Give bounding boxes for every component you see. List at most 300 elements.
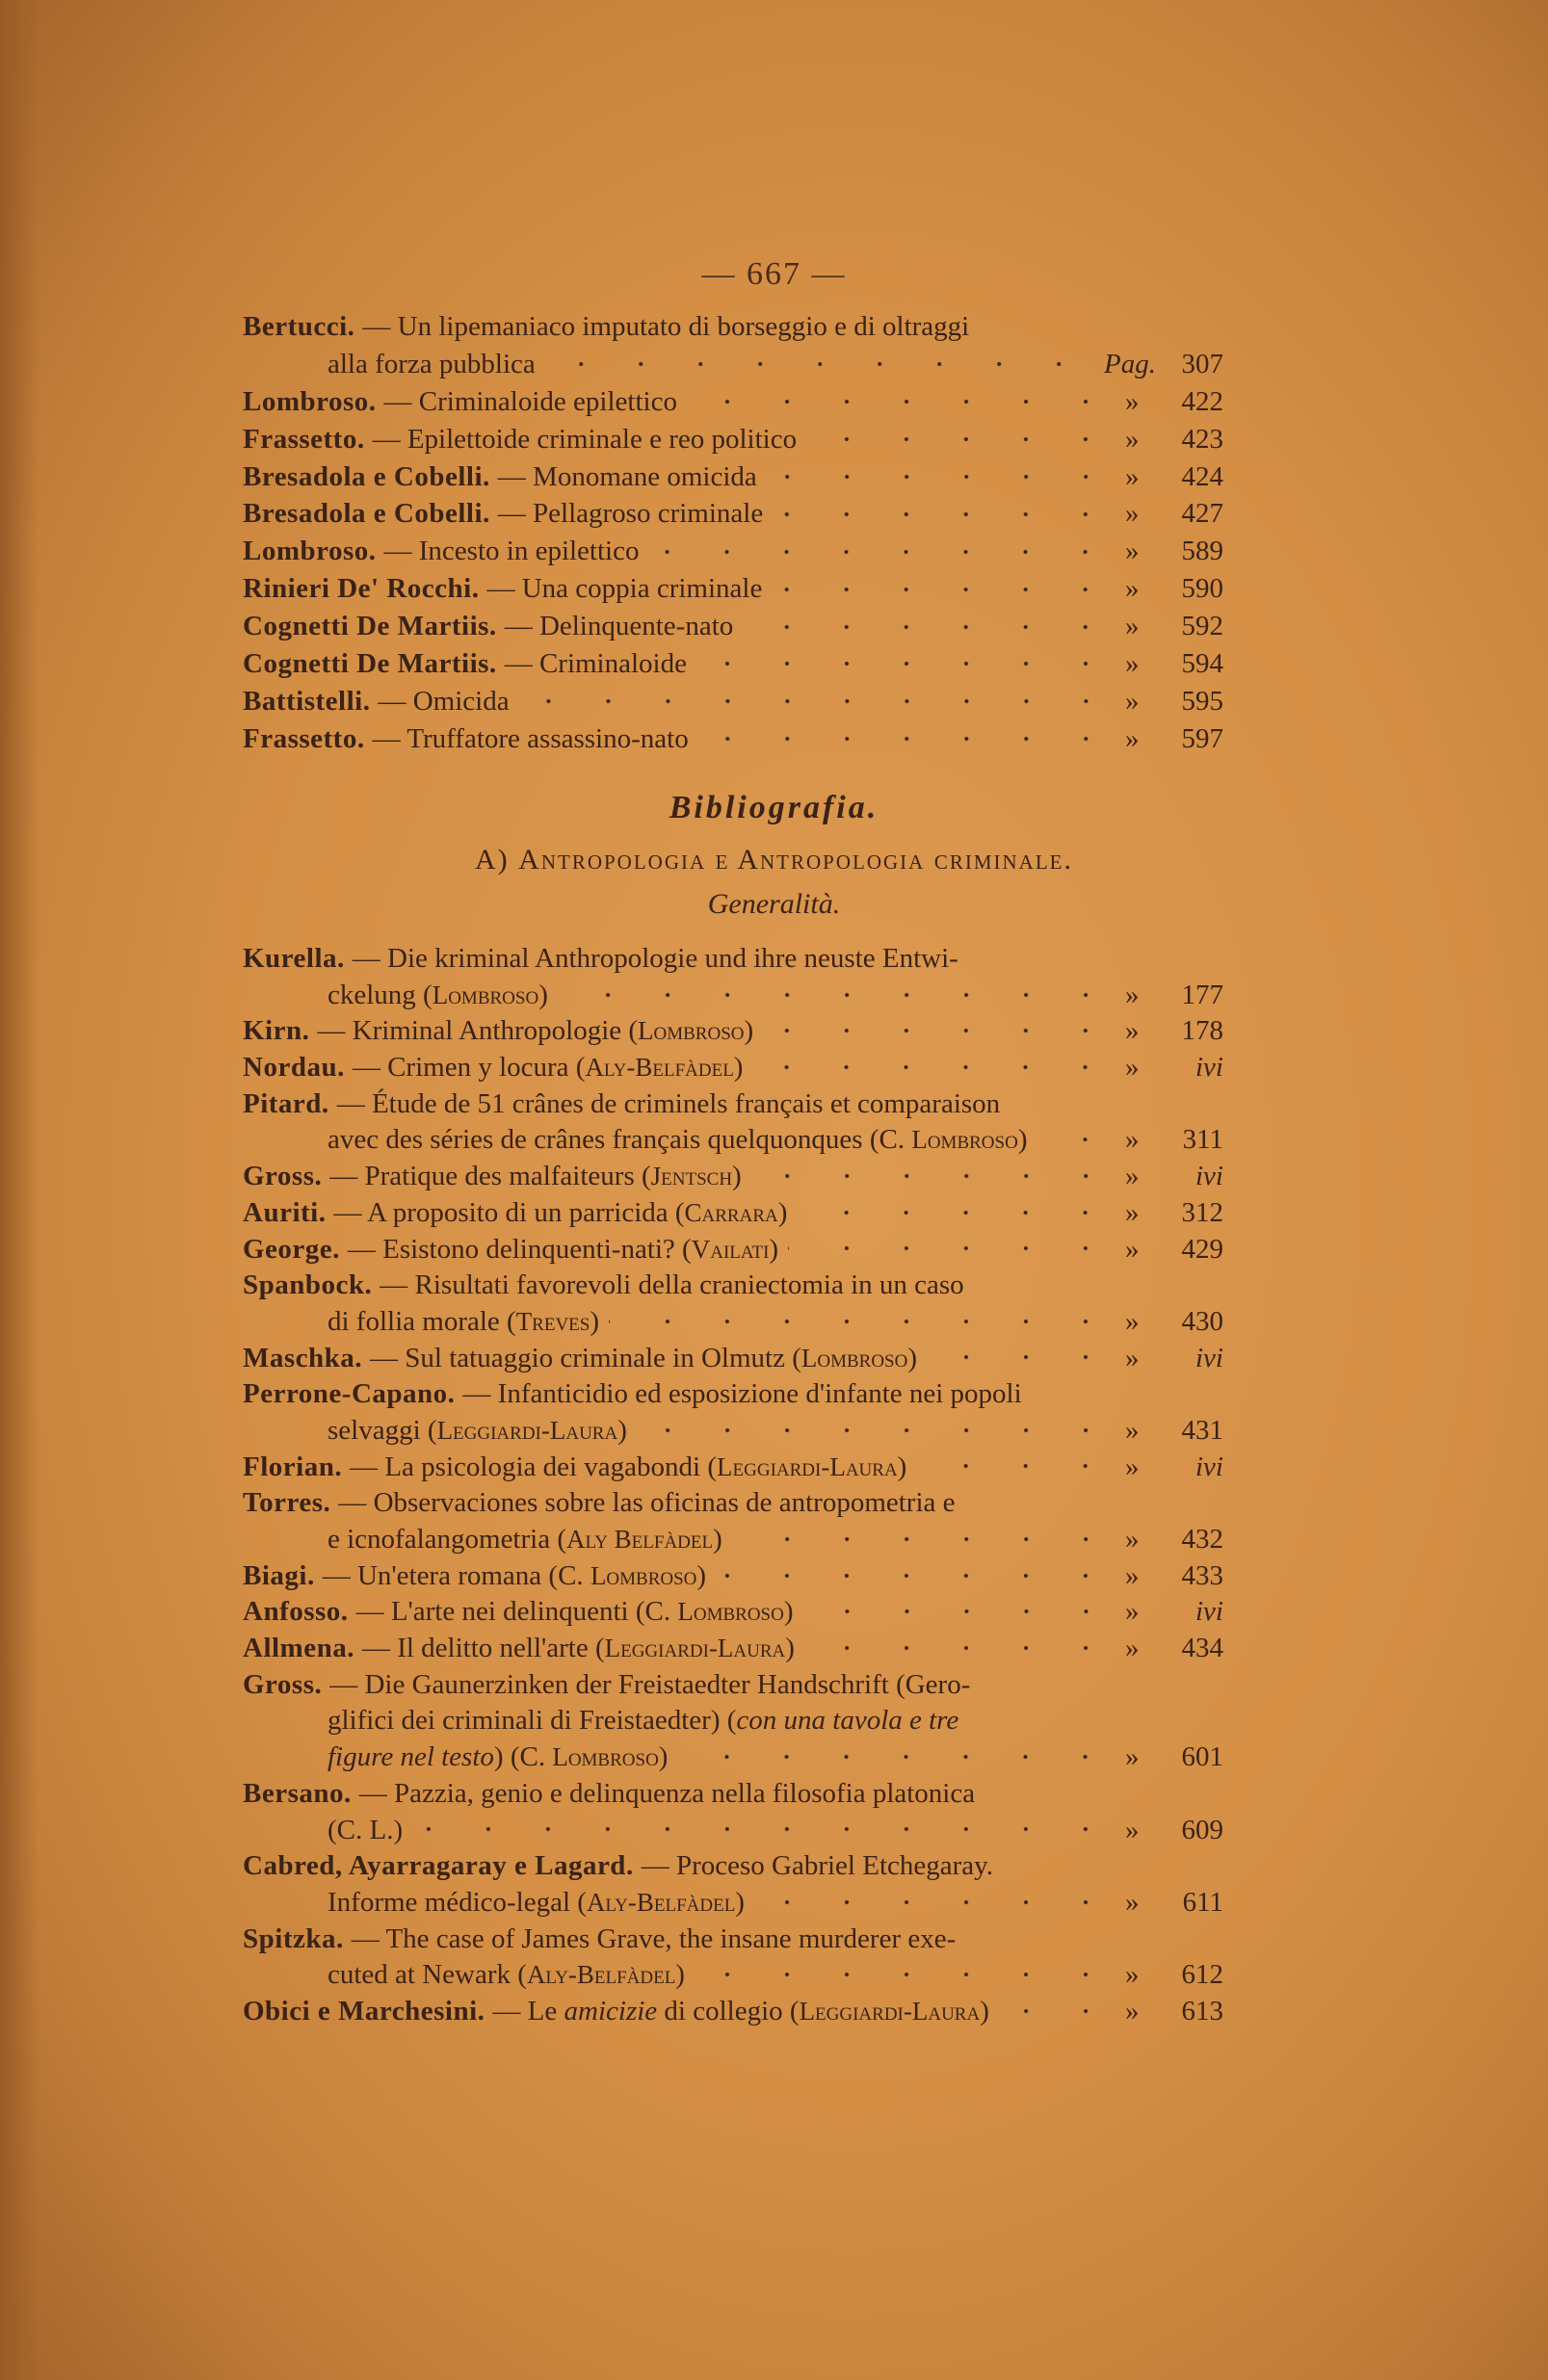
- entry-author: Anfosso.: [243, 1596, 349, 1628]
- text-segment: — Sul tatuaggio criminale in Olmutz (: [370, 1342, 801, 1373]
- entry-author: Lombroso.: [243, 536, 377, 567]
- italic-segment: amicizie: [564, 1995, 658, 2027]
- page-reference: 590: [1181, 573, 1223, 605]
- dot-leader: [412, 1819, 1115, 1839]
- page-reference: 432: [1181, 1524, 1223, 1555]
- text-segment: ): [980, 1995, 989, 2027]
- page-marker: »: [1125, 1124, 1140, 1156]
- page-reference: 424: [1181, 460, 1223, 492]
- entry-text: [353, 1049, 744, 1085]
- dot-leader: [558, 985, 1115, 1005]
- page-reference: 427: [1181, 498, 1223, 530]
- entry-line: [243, 1847, 1223, 1884]
- entry-text: [356, 1593, 794, 1630]
- text-segment: ckelung (: [328, 979, 433, 1010]
- text-segment: ): [1017, 1124, 1028, 1156]
- entry-line: [243, 608, 1223, 645]
- page-marker: »: [1125, 536, 1140, 567]
- text-segment: — Pratique des malfaiteurs (: [329, 1161, 651, 1192]
- dot-leader: [677, 1747, 1115, 1766]
- page-reference: 595: [1181, 685, 1223, 717]
- entry-text: [323, 1557, 706, 1594]
- dot-leader: [609, 1312, 1115, 1331]
- entry-author: Biagi.: [243, 1559, 315, 1591]
- entry-line: [243, 1702, 1223, 1739]
- text-segment: — A proposito di un parricida (: [333, 1196, 685, 1228]
- page-marker: »: [1125, 1633, 1140, 1664]
- entry-author: Bresadola e Cobelli.: [243, 460, 490, 492]
- text-segment: ): [769, 1233, 779, 1265]
- text-segment: avec des séries de crânes français quelquonques (C.: [328, 1124, 912, 1156]
- page-reference: 307: [1181, 348, 1223, 379]
- dot-leader: [695, 1965, 1115, 1984]
- entry-author: Bresadola e Cobelli.: [243, 498, 490, 530]
- dot-leader: [754, 1893, 1115, 1912]
- dot-leader: [1036, 1130, 1115, 1149]
- dot-leader: [698, 729, 1115, 748]
- text-segment: ): [713, 1524, 722, 1555]
- dot-leader: [763, 1021, 1115, 1040]
- page-marker: »: [1125, 1524, 1140, 1555]
- entry-text: [328, 1412, 627, 1449]
- text-segment: ): [538, 979, 548, 1010]
- dot-leader: [803, 1602, 1115, 1621]
- entry-author: Torres.: [243, 1487, 331, 1519]
- text-segment: — Criminaloide: [504, 648, 687, 680]
- entry-line: [243, 1412, 1223, 1449]
- reviewer-name: Aly-Belfàdel: [586, 1887, 736, 1917]
- entry-text: [338, 1484, 955, 1521]
- text-segment: — Proceso Gabriel Etchegaray.: [641, 1850, 994, 1882]
- text-segment: ): [733, 1052, 744, 1084]
- text-segment: e icnofalangometria (: [328, 1524, 566, 1555]
- page-reference: 311: [1182, 1124, 1223, 1156]
- text-segment: — Infanticidio ed esposizione d'infante nei popoli: [462, 1378, 1022, 1410]
- page-reference: ivi: [1195, 1052, 1223, 1084]
- entry-line: [243, 1012, 1223, 1049]
- entry-author: Obici e Marchesini.: [243, 1995, 485, 2027]
- entry-line: [243, 1993, 1223, 2029]
- entry-author: Cognetti De Martiis.: [243, 648, 497, 680]
- text-segment: — La psicologia dei vagabondi (: [350, 1451, 718, 1482]
- entry-author: Frassetto.: [243, 423, 365, 455]
- text-segment: — Risultati favorevoli della craniectomia in un caso: [380, 1269, 964, 1301]
- text-segment: ): [732, 1161, 742, 1192]
- dot-leader: [797, 1203, 1115, 1222]
- text-segment: di follia morale (: [328, 1305, 516, 1337]
- entry-text: [329, 1666, 970, 1703]
- entry-text: [505, 645, 687, 682]
- italic-segment: figure nel testo: [328, 1741, 494, 1773]
- entry-text: [353, 940, 958, 977]
- entry-text: [505, 608, 734, 644]
- text-segment: ): [783, 1596, 794, 1628]
- text-segment: ): [617, 1414, 627, 1446]
- page-marker: »: [1125, 423, 1140, 455]
- page-reference: 592: [1181, 611, 1223, 642]
- section-title: Antropologia e Antropologia criminale.: [518, 844, 1073, 876]
- text-segment: ): [696, 1559, 707, 1591]
- entry-line: [243, 683, 1223, 720]
- entry-line: [243, 458, 1223, 496]
- entry-line: [243, 1085, 1223, 1122]
- page-marker: »: [1125, 1814, 1140, 1845]
- entry-text: [337, 1085, 1000, 1122]
- entry-text: [492, 1993, 988, 2029]
- entry-text: [378, 683, 509, 719]
- page-reference: ivi: [1195, 1342, 1223, 1373]
- reviewer-name: Vailati: [691, 1234, 770, 1264]
- entry-author: Rinieri De' Rocchi.: [243, 573, 480, 605]
- page-marker: »: [1125, 722, 1140, 754]
- page-marker: »: [1125, 385, 1140, 417]
- page-reference: 611: [1182, 1886, 1223, 1918]
- page-reference: ivi: [1195, 1596, 1223, 1628]
- entry-text: [486, 570, 762, 607]
- reviewer-name: Lombroso: [911, 1125, 1018, 1155]
- entry-line: [243, 346, 1223, 383]
- dot-leader: [767, 467, 1115, 486]
- entry-text: [642, 1847, 993, 1884]
- case-list: [243, 308, 1223, 758]
- page-reference: 430: [1181, 1305, 1223, 1337]
- entry-line: [243, 421, 1223, 458]
- text-segment: — Die Gaunerzinken der Freistaedter Handschrift (Gero-: [329, 1668, 971, 1700]
- reviewer-name: Treves: [515, 1306, 590, 1336]
- dot-leader: [772, 580, 1115, 599]
- page-reference: 609: [1181, 1814, 1223, 1845]
- entry-line: [243, 1630, 1223, 1666]
- dot-leader: [788, 1239, 1115, 1258]
- entry-line: [243, 720, 1223, 758]
- entry-text: [328, 1121, 1027, 1158]
- entry-line: [243, 645, 1223, 683]
- page-reference: 589: [1181, 536, 1223, 567]
- entry-text: [498, 495, 763, 532]
- text-segment: ): [777, 1196, 788, 1228]
- entry-line: [243, 1775, 1223, 1812]
- dot-leader: [804, 1638, 1115, 1658]
- entry-line: [243, 1666, 1223, 1703]
- entry-text: [328, 1884, 745, 1921]
- reviewer-name: Leggiardi-Laura: [436, 1415, 618, 1445]
- text-segment: — The case of James Grave, the insane murderer exe-: [351, 1922, 957, 1954]
- page-marker: »: [1125, 1196, 1140, 1228]
- dot-leader: [927, 1347, 1115, 1367]
- text-segment: — Monomane omicida: [497, 460, 757, 492]
- entry-line: [243, 1739, 1223, 1775]
- text-segment: ): [590, 1305, 600, 1337]
- entry-author: Cabred, Ayarragaray e Lagard.: [243, 1850, 634, 1882]
- entry-line: [243, 940, 1223, 977]
- text-segment: (C. L.): [328, 1814, 404, 1845]
- page-marker: »: [1125, 1342, 1140, 1373]
- entry-text: [328, 1303, 599, 1340]
- reviewer-name: Jentsch: [650, 1162, 733, 1191]
- entry-author: Allmena.: [243, 1633, 354, 1664]
- entry-text: [380, 1267, 963, 1303]
- entry-line: [243, 533, 1223, 570]
- dot-leader: [751, 1166, 1115, 1186]
- entry-text: [328, 1956, 685, 1993]
- text-segment: — Pazzia, genio e delinquenza nella filosofia platonica: [358, 1777, 976, 1809]
- text-segment: — Un lipemaniaco imputato di borseggio e di oltraggi: [362, 311, 970, 342]
- text-segment: ): [735, 1886, 745, 1918]
- entry-line: [243, 977, 1223, 1013]
- text-segment: — Incesto in epilettico: [383, 536, 640, 567]
- page-reference: 613: [1181, 1995, 1223, 2027]
- entry-text: [328, 1812, 403, 1848]
- text-segment: ) (C.: [493, 1741, 553, 1773]
- text-segment: ): [675, 1959, 685, 1991]
- page-marker: »: [1125, 685, 1140, 717]
- reviewer-name: Aly Belfàdel: [566, 1525, 714, 1554]
- entry-text: [333, 1194, 787, 1231]
- text-segment: ): [785, 1633, 795, 1664]
- text-segment: cuted at Newark (: [328, 1959, 527, 1991]
- text-segment: — Un'etera romana (C.: [322, 1559, 590, 1591]
- entry-line: [243, 1267, 1223, 1303]
- entry-line: [243, 1557, 1223, 1594]
- entry-line: [243, 1303, 1223, 1340]
- entry-author: Frassetto.: [243, 722, 365, 754]
- page-marker: »: [1125, 1161, 1140, 1192]
- entry-text: [317, 1012, 753, 1049]
- reviewer-name: Lombroso: [638, 1016, 745, 1046]
- entry-line: [243, 1521, 1223, 1557]
- entry-author: Gross.: [243, 1161, 323, 1192]
- entry-line: [243, 1158, 1223, 1194]
- dot-leader: [687, 392, 1115, 411]
- entry-line: [243, 1593, 1223, 1630]
- entry-line: [243, 1049, 1223, 1085]
- entry-line: [243, 1921, 1223, 1957]
- entry-text: [362, 1630, 795, 1666]
- page-marker: »: [1125, 1233, 1140, 1265]
- entry-author: Spanbock.: [243, 1269, 373, 1301]
- entry-text: [384, 533, 640, 569]
- entry-line: [243, 1484, 1223, 1521]
- page-reference: 431: [1181, 1414, 1223, 1446]
- text-segment: Informe médico-legal (: [328, 1886, 587, 1918]
- text-segment: — Delinquente-nato: [504, 611, 734, 642]
- reviewer-name: Lombroso: [800, 1343, 908, 1373]
- text-segment: — Epilettoide criminale e reo politico: [372, 423, 798, 455]
- reviewer-name: Leggiardi-Laura: [604, 1634, 786, 1663]
- entry-line: [243, 1884, 1223, 1921]
- section-heading: [0, 844, 1548, 876]
- text-segment: ): [907, 1342, 917, 1373]
- dot-leader: [732, 1530, 1115, 1549]
- reviewer-name: Lombroso: [552, 1742, 659, 1772]
- entry-line: [243, 1812, 1223, 1848]
- page-marker: »: [1125, 498, 1140, 530]
- page-reference: 178: [1181, 1015, 1223, 1047]
- reviewer-name: Leggiardi-Laura: [717, 1452, 898, 1481]
- text-segment: — Criminaloide epilettico: [383, 385, 677, 417]
- dot-leader: [999, 2001, 1115, 2021]
- bibliography-heading: Bibliografia.: [669, 790, 879, 825]
- reviewer-name: Lombroso: [432, 980, 539, 1009]
- entry-line: [243, 308, 1223, 346]
- text-segment: — Il delitto nell'arte (: [361, 1633, 605, 1664]
- entry-text: [373, 720, 689, 757]
- dot-leader: [716, 1566, 1115, 1585]
- entry-line: [243, 495, 1223, 533]
- text-segment: — Truffatore assassino-nato: [372, 722, 689, 754]
- page-marker: »: [1125, 1414, 1140, 1446]
- entry-author: Perrone-Capano.: [243, 1378, 456, 1410]
- entry-line: [243, 383, 1223, 421]
- text-segment: — Esistono delinquenti-nati? (: [347, 1233, 692, 1265]
- page-reference: 312: [1181, 1196, 1223, 1228]
- italic-segment: con una tavola e tre: [736, 1705, 959, 1737]
- entry-author: George.: [243, 1233, 340, 1265]
- page-reference: 597: [1181, 722, 1223, 754]
- reviewer-name: Lombroso: [590, 1560, 697, 1590]
- entry-author: Pitard.: [243, 1087, 329, 1119]
- page-reference: ivi: [1195, 1451, 1223, 1482]
- reviewer-name: Aly-Belfàdel: [585, 1053, 734, 1083]
- page-marker: »: [1125, 1451, 1140, 1482]
- entry-text: [328, 1521, 722, 1557]
- text-segment: ): [744, 1015, 754, 1047]
- entry-author: Lombroso.: [243, 385, 377, 417]
- text-segment: alla forza pubblica: [328, 348, 536, 379]
- dot-leader: [696, 654, 1115, 673]
- entry-line: [243, 1194, 1223, 1231]
- page-marker: »: [1125, 1959, 1140, 1991]
- page-marker: »: [1125, 648, 1140, 680]
- entry-line: [243, 1340, 1223, 1376]
- entry-text: [352, 1921, 957, 1957]
- dot-leader: [806, 430, 1115, 449]
- text-segment: ): [658, 1741, 669, 1773]
- entry-text: [498, 458, 757, 495]
- reviewer-name: Lombroso: [677, 1597, 784, 1627]
- entry-author: Spitzka.: [243, 1922, 344, 1954]
- bibliography-list: [243, 940, 1223, 2029]
- text-segment: — Die kriminal Anthropologie und ihre neuste Entwi-: [352, 943, 958, 974]
- reviewer-name: Carrara: [684, 1197, 778, 1227]
- page-number: — 667 —: [701, 256, 847, 292]
- entry-text: [384, 383, 677, 420]
- entry-author: Battistelli.: [243, 685, 371, 717]
- entry-text: [329, 1158, 741, 1194]
- entry-text: [328, 1702, 958, 1739]
- page-edge-shadow: [0, 0, 39, 2380]
- dot-leader: [545, 354, 1089, 374]
- page-reference: 601: [1181, 1741, 1223, 1773]
- page-reference: 434: [1181, 1633, 1223, 1664]
- dot-leader: [648, 542, 1115, 562]
- section-letter: A): [475, 844, 510, 876]
- page-reference: 422: [1181, 385, 1223, 417]
- dot-leader: [752, 1058, 1115, 1077]
- dot-leader: [637, 1421, 1115, 1440]
- dot-leader: [519, 692, 1115, 711]
- entry-text: [359, 1775, 975, 1812]
- page-marker: »: [1125, 460, 1140, 492]
- entry-author: Kirn.: [243, 1015, 310, 1047]
- entry-author: Bersano.: [243, 1777, 352, 1809]
- text-segment: — Pellagroso criminale: [497, 498, 764, 530]
- page-reference: 177: [1181, 979, 1223, 1010]
- entry-author: Florian.: [243, 1451, 343, 1482]
- entry-text: [462, 1375, 1021, 1412]
- entry-text: [350, 1449, 906, 1485]
- entry-author: Maschka.: [243, 1342, 363, 1373]
- text-segment: selvaggi (: [328, 1414, 437, 1446]
- text-segment: — Omicida: [378, 685, 510, 717]
- page-marker: »: [1125, 573, 1140, 605]
- entry-line: [243, 1375, 1223, 1412]
- page-marker: »: [1125, 1995, 1140, 2027]
- entry-text: [370, 1340, 917, 1376]
- text-segment: — Le: [492, 1995, 564, 2027]
- text-segment: — Observaciones sobre las oficinas de antropometria e: [338, 1487, 956, 1519]
- dot-leader: [773, 505, 1115, 524]
- entry-text: [328, 977, 548, 1013]
- page-marker: »: [1125, 1886, 1140, 1918]
- text-segment: — Kriminal Anthropologie (: [317, 1015, 639, 1047]
- entry-line: [243, 1956, 1223, 1993]
- page-marker: »: [1125, 611, 1140, 642]
- entry-text: [362, 308, 969, 345]
- entry-line: [243, 1231, 1223, 1268]
- subsection-heading: Generalità.: [707, 888, 841, 920]
- dot-leader: [743, 617, 1115, 637]
- entry-text: [328, 346, 536, 382]
- text-segment: — Crimen y locura (: [352, 1052, 586, 1084]
- page-reference: 423: [1181, 423, 1223, 455]
- entry-text: [328, 1739, 668, 1775]
- entry-text: [373, 421, 798, 458]
- page-marker: »: [1125, 1052, 1140, 1084]
- text-segment: di collegio (: [657, 1995, 800, 2027]
- page-reference: ivi: [1195, 1161, 1223, 1192]
- dot-leader: [916, 1456, 1115, 1476]
- text-segment: glifici dei criminali di Freistaedter) (: [328, 1705, 737, 1737]
- page-marker: »: [1125, 1559, 1140, 1591]
- page-reference: 433: [1181, 1559, 1223, 1591]
- entry-author: Gross.: [243, 1668, 323, 1700]
- text-segment: — Étude de 51 crânes de criminels français et comparaison: [336, 1087, 1001, 1119]
- entry-author: Bertucci.: [243, 311, 355, 342]
- page-reference: 612: [1181, 1959, 1223, 1991]
- entry-author: Kurella.: [243, 943, 345, 974]
- entry-author: Nordau.: [243, 1052, 345, 1084]
- page-marker: Pag.: [1104, 348, 1156, 379]
- text-segment: — Una coppia criminale: [486, 573, 763, 605]
- page-reference: 594: [1181, 648, 1223, 680]
- entry-line: [243, 1121, 1223, 1158]
- reviewer-name: Aly-Belfàdel: [526, 1960, 676, 1990]
- entry-line: [243, 570, 1223, 608]
- page-marker: »: [1125, 979, 1140, 1010]
- page-marker: »: [1125, 1596, 1140, 1628]
- entry-author: Auriti.: [243, 1196, 327, 1228]
- text-segment: ): [897, 1451, 907, 1482]
- page-reference: 429: [1181, 1233, 1223, 1265]
- page-marker: »: [1125, 1305, 1140, 1337]
- page-marker: »: [1125, 1741, 1140, 1773]
- text-segment: — L'arte nei delinquenti (C.: [355, 1596, 678, 1628]
- entry-text: [348, 1231, 778, 1268]
- reviewer-name: Leggiardi-Laura: [799, 1996, 981, 2026]
- page-marker: »: [1125, 1015, 1140, 1047]
- entry-author: Cognetti De Martiis.: [243, 611, 497, 642]
